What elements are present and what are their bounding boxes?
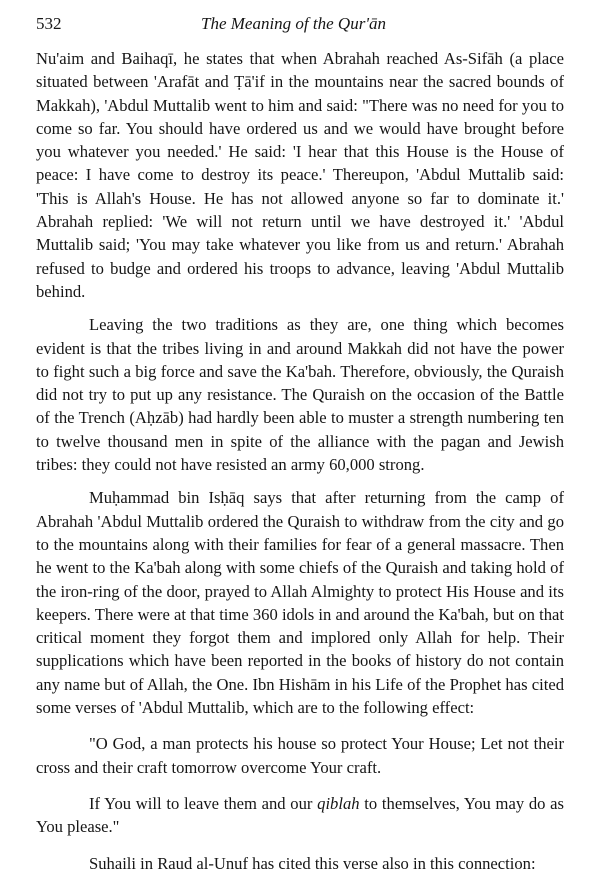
page-header [36,14,564,38]
paragraph-2: Leaving the two traditions as they are, one thing which becomes evident is that the tribes living in and around Makkah did not have the power to fight such a big force and save the Ka'bah. Therefore, obviously, the Quraish did not try to put up any resistance. The Quraish on the occasion of the Battle of the Trench (Aḥzāb) had hardly been able to muster a strength numbering ten to twelve thousand men in spite of the alliance with the pagan and Jewish tribes: they could not have resisted an army 60,000 strong. [36,315,564,475]
paragraph-1: Nu'aim and Baihaqī, he states that when Abrahah reached As-Sifāh (a place situated between 'Arafāt and Ṭā'if in the mountains near the sacred bounds of Makkah), 'Abdul Muttalib went to him and said: "There was no need for you to come so far. You should have ordered us and we would have brought before you whatever you needed.' He said: 'I hear that this House is the House of peace: I have come to destroy its peace.' Thereupon, 'Abdul Muttalib said: 'This is Allah's House. He has not allowed anyone so far to dominate it.' Abrahah replied: 'We will not return until we have destroyed it.' 'Abdul Muttalib said; 'You may take whatever you like from us and return.' Abrahah refused to budge and ordered his troops to advance, leaving 'Abdul Muttalib behind. [36,49,564,301]
running-title: The Meaning of the Qur'ān [201,14,386,33]
verse-quote-2-start: If You will to leave them and our [89,793,318,813]
verse-quote-1: "O God, a man protects his house so protect Your House; Let not their cross and their craft tomorrow overcome Your craft. [36,734,564,777]
paragraph-6: Suhaili in Raud al-Unuf has cited this verse also in this connection: [89,853,536,873]
page-number: 532 [36,14,62,33]
body-text [36,47,564,875]
qiblah-term: qiblah [317,793,360,813]
paragraph-3: Muḥammad bin Isḥāq says that after returning from the camp of Abrahah 'Abdul Muttalib ordered the Quraish to withdraw from the city and go to the mountains along with their families for fear of a general massacre. Then he went to the Ka'bah along with some chiefs of the Quraish and taking hold of the iron-ring of the door, prayed to Allah Almighty to protect His House and its keepers. There were at that time 360 idols in and around the Ka'bah, but on that critical moment they forgot them and implored only Allah for help. Their supplications which have been reported in the books of history do not contain any name but of Allah, the One. Ibn Hishām in his Life of the Prophet has cited some verses of 'Abdul Muttalib, which are to the following effect: [36,488,564,718]
verse-quote-2-end: to themselves, You may do as You please." [36,793,564,837]
verse-quote-2 [36,792,564,839]
